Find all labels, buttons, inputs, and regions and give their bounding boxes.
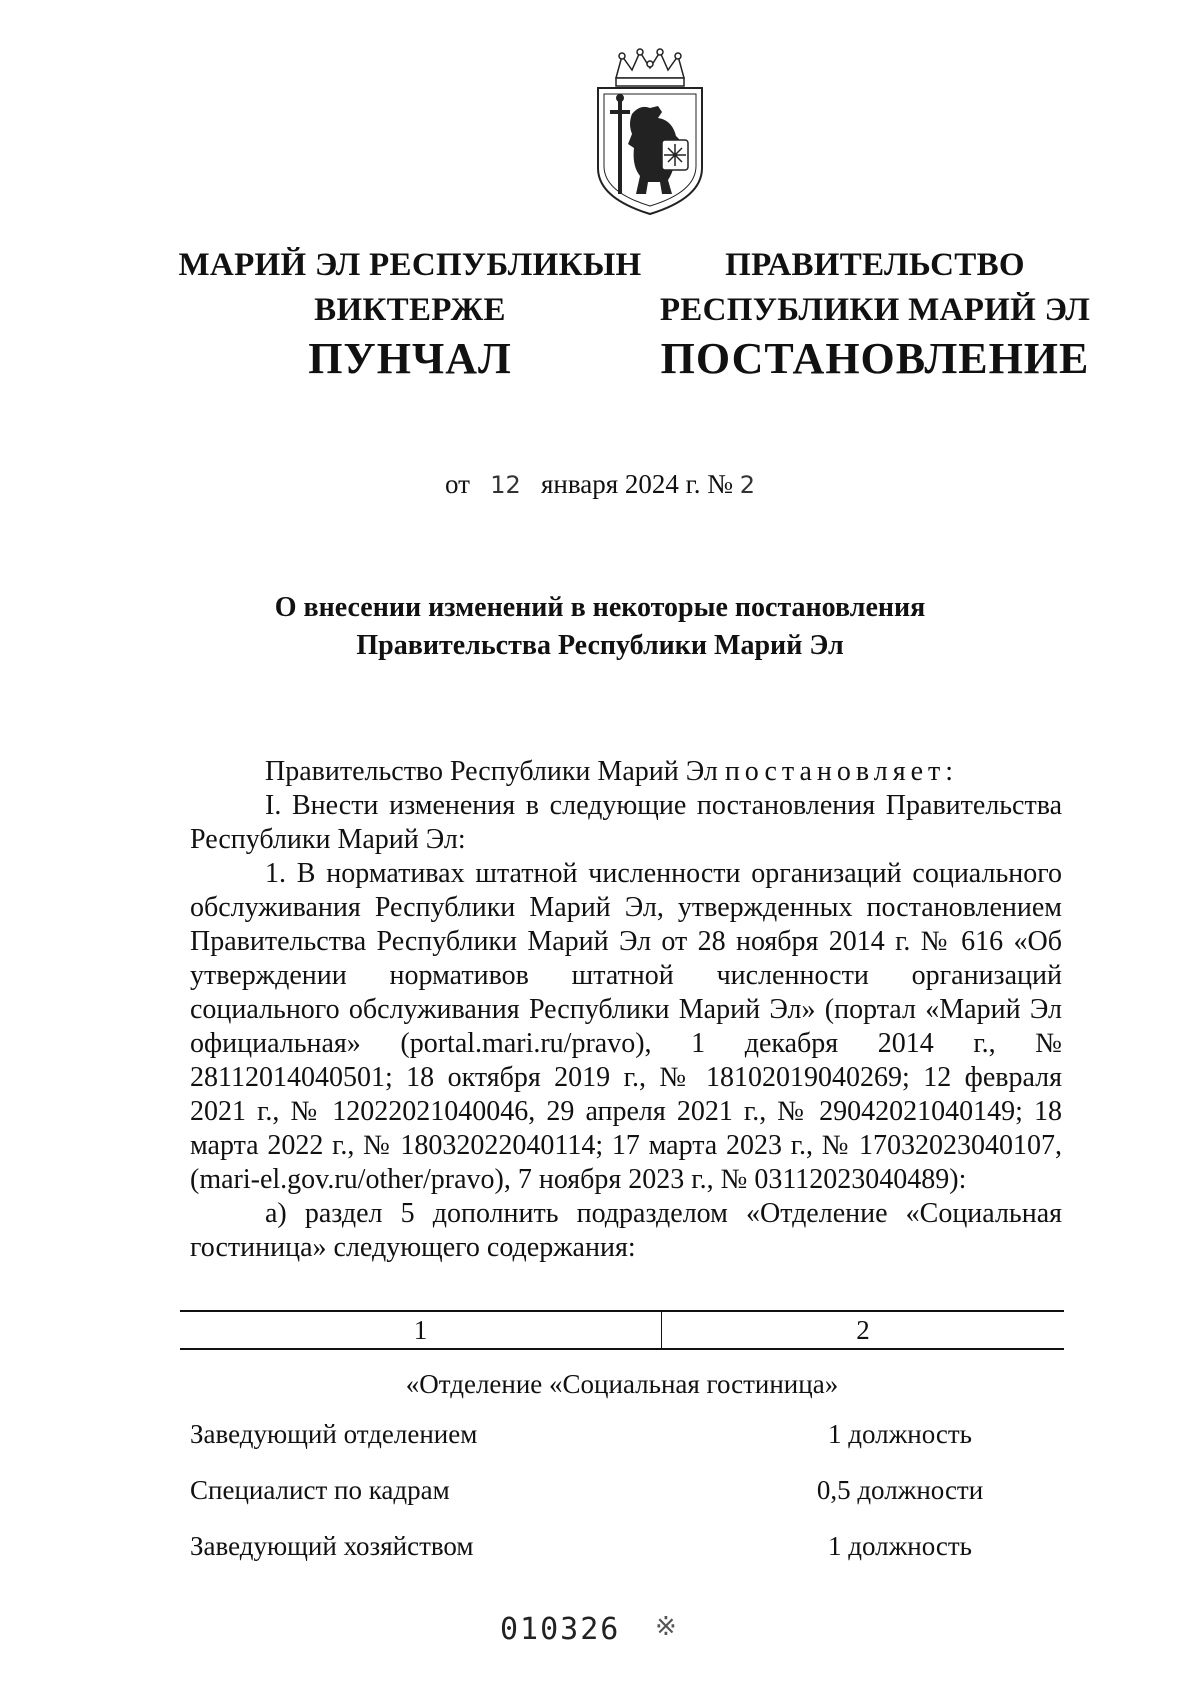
serial-mark-icon: ※	[655, 1612, 677, 1642]
body-lead-text: Правительство Республики Марий Эл	[265, 756, 718, 787]
header-right-doc-type: ПОСТАНОВЛЕНИЕ	[660, 334, 1090, 383]
header-left-doc-type: ПУНЧАЛ	[308, 334, 512, 383]
header-right-title	[650, 243, 1100, 333]
row-role: Заведующий хозяйством	[190, 1531, 474, 1561]
date-prefix: от	[445, 469, 470, 499]
date-day: 12	[490, 471, 521, 499]
table-col-1: 1	[180, 1312, 662, 1348]
document-number: 2	[739, 471, 755, 499]
document-title	[190, 589, 1010, 665]
header-right-line1: ПРАВИТЕЛЬСТВО	[725, 247, 1025, 283]
header-left-line1: МАРИЙ ЭЛ РЕСПУБЛИКЫН	[178, 247, 642, 283]
header-right-line2: РЕСПУБЛИКИ МАРИЙ ЭЛ	[659, 292, 1091, 328]
title-line2: Правительства Республики Марий Эл	[356, 630, 844, 661]
title-line1: О внесении изменений в некоторые постановления	[274, 592, 926, 623]
table-header	[180, 1310, 1064, 1350]
table-row	[190, 1528, 1070, 1568]
row-qty: 1 должность	[828, 1419, 972, 1449]
table-section-title: «Отделение «Социальная гостиница»	[405, 1369, 839, 1399]
row-role: Заведующий отделением	[190, 1419, 478, 1449]
body-paragraph-3: а) раздел 5 дополнить подразделом «Отделение «Социальная гостиница» следующего содержания:	[190, 1198, 1062, 1263]
date-month-year: января 2024 г. №	[541, 469, 733, 499]
body-lead	[190, 755, 1062, 789]
body-lead-spaced: постановляет:	[724, 756, 959, 787]
body-paragraph-1: I. Внести изменения в следующие постановления Правительства Республики Марий Эл:	[190, 790, 1062, 855]
body-paragraph-2: 1. В нормативах штатной численности организаций социального обслуживания Республики Марий Эл, утвержденных постановлением Правительства Республики Марий Эл от 28 ноября 2014 г. № 616 «Об утверждении нормативов штатной численности организаций социального обслуживания Республики Марий Эл» (портал «Марий Эл официальная» (portal.mari.ru/pravo), 1 декабря 2014 г., № 28112014040501; 18 октября 2019 г., № 18102019040269; 12 февраля 2021 г., № 12022021040046, 29 апреля 2021 г., № 29042021040149; 18 марта 2022 г., № 18032022040114; 17 марта 2023 г., № 17032023040107, (mari-el.gov.ru/other/pravo), 7 ноября 2023 г., № 03112023040489):	[190, 858, 1062, 1195]
row-qty: 1 должность	[828, 1531, 972, 1561]
document-body	[190, 755, 1062, 1265]
table-col-2: 2	[856, 1315, 870, 1345]
header-left-line2: ВИКТЕРЖЕ	[314, 292, 506, 328]
document-date-line	[0, 466, 1200, 503]
row-qty: 0,5 должности	[816, 1475, 984, 1505]
coat-of-arms-emblem	[588, 48, 712, 220]
table-row	[190, 1416, 1070, 1456]
serial-number: 010326	[500, 1612, 621, 1647]
table-row	[190, 1472, 1070, 1512]
header-left-title	[150, 243, 670, 333]
row-role: Специалист по кадрам	[190, 1475, 450, 1505]
